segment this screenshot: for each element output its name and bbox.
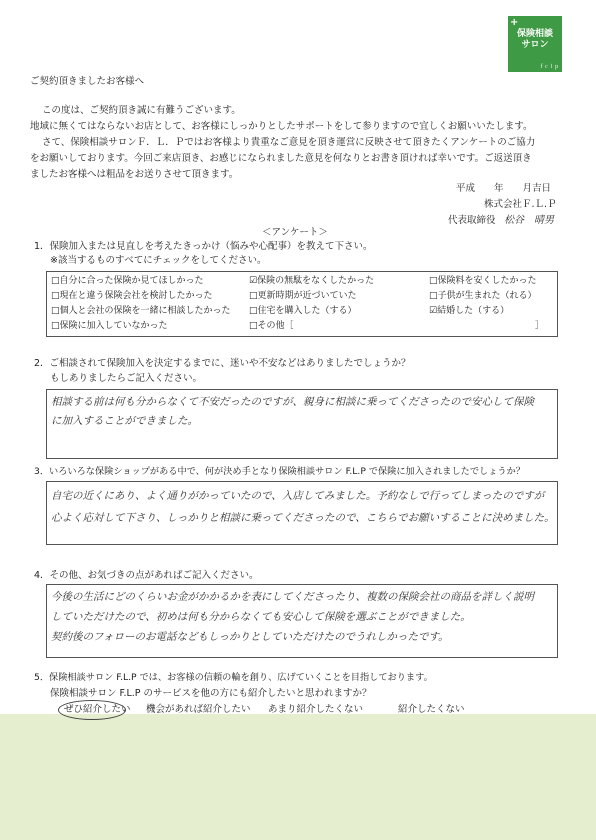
intro-line-3: さて、保険相談サロンＦ．Ｌ．Ｐではお客様より貴重なご意見を頂き運営に反映させて頂きたくアンケートのご協力: [42, 137, 536, 148]
q3-answer-line: 心よく応対して下さり、しっかりと相談に乗ってくださったので、こちらでお願いすることに決めました。: [51, 512, 555, 524]
intro-line-1: この度は、ご契約頂き誠に有難うございます。: [42, 105, 241, 116]
q1-option[interactable]: □現在と違う保険会社を検討したかった: [51, 291, 213, 301]
q1-option[interactable]: ☑保険の無駄をなくしたかった: [249, 276, 375, 286]
q1-option[interactable]: □保険料を安くしたかった: [429, 276, 537, 286]
intro-line-2: 地域に無くてはならないお店として、お客様にしっかりとしたサポートをして参りますので宜しくお願いいたします。: [30, 121, 533, 132]
q1-option[interactable]: □子供が生まれた（れる）: [429, 291, 537, 301]
q1-option[interactable]: □更新時期が近づいていた: [249, 291, 357, 301]
q5-option[interactable]: 紹介したくない: [398, 704, 465, 715]
q5-option[interactable]: ぜひ紹介したい: [64, 704, 131, 715]
q3-text: 3．いろいろな保険ショップがある中で、何が決め手となり保険相談サロン F.L.P で保険に加入されましたでしょうか？: [34, 466, 525, 477]
q2-answer-line: に加入することができました。: [51, 415, 198, 427]
logo-line-1: 保険相談: [516, 29, 553, 39]
q1-option-other[interactable]: □その他［: [249, 321, 294, 331]
q5-option[interactable]: あまり紹介したくない: [268, 704, 364, 715]
q1-option[interactable]: □住宅を購入した（する）: [249, 306, 357, 316]
survey-title: ＜アンケート＞: [262, 227, 328, 238]
intro-line-4: をお願いしております。今回ご来店頂き、お感じになられました意見を何なりとお書き頂ければ幸いです。ご返送頂き: [30, 153, 532, 164]
q1-options-box: [46, 271, 558, 337]
q1-option[interactable]: ☑結婚した（する）: [429, 306, 510, 316]
intro-line-5: ましたお客様へは粗品をお送りさせて頂きます。: [30, 169, 239, 180]
q5-sub: 保険相談サロン F.L.P のサービスを他の方にも紹介したいと思われますか？: [50, 688, 372, 699]
q4-answer-box[interactable]: [46, 584, 558, 658]
logo-sub: ｆｃｌｐ: [538, 64, 559, 70]
q2-answer-line: 相談する前は何も分からなくて不安だったのですが、親身に相談に乗ってくださったので安心して保険: [51, 396, 534, 408]
rep-label: 代表取締役: [448, 215, 496, 226]
q1-option[interactable]: □個人と会社の保険を一緒に相談したかった: [51, 306, 231, 316]
date-line: 平成 年 月吉日: [456, 183, 552, 194]
footer-band: [0, 714, 596, 840]
q3-answer-box[interactable]: [46, 481, 558, 545]
rep-name: 松谷 晴男: [504, 215, 554, 226]
q4-text: 4．その他、お気づきの点があればご記入ください。: [34, 570, 259, 581]
company-name: 株式会社Ｆ.Ｌ.Ｐ: [484, 199, 557, 210]
q1-text: 1．保険加入または見直しを考えたきっかけ（悩みや心配事）を教えて下さい。: [34, 241, 373, 252]
q4-answer-line: 契約後のフォローのお電話などもしっかりとしていただけたのでうれしかったです。: [51, 631, 449, 643]
q4-answer-line: していただけたので、初めは何も分からなくても安心して保険を選ぶことができました。: [51, 611, 471, 623]
logo-line-2: サロン: [521, 40, 549, 50]
q5-text: 5．保険相談サロン F.L.P では、お客様の信頼の輪を創り、広げていくことを目指しております。: [34, 672, 433, 683]
q2-text: 2．ご相談されて保険加入を決定するまでに、迷いや不安などはありましたでしょうか？: [34, 358, 411, 369]
q1-option-other-close: ］: [535, 321, 545, 331]
q1-note: ※該当するものすべてにチェックをしてください。: [50, 255, 267, 266]
q1-option[interactable]: □保険に加入していなかった: [51, 321, 168, 331]
q1-option[interactable]: □自分に合った保険か見てほしかった: [51, 276, 204, 286]
q3-answer-line: 自宅の近くにあり、よく通りがかっていたので、入店してみました。予約なしで行ってしまったのですが: [51, 490, 545, 502]
q2-sub: もしありましたらご記入ください。: [50, 373, 203, 384]
q2-answer-box[interactable]: [46, 389, 558, 459]
q5-option[interactable]: 機会があれば紹介したい: [146, 704, 251, 715]
q4-answer-line: 今後の生活にどのくらいお金がかかるかを表にしてくださったり、複数の保険会社の商品を詳しく説明: [51, 591, 534, 603]
plus-icon: +: [510, 17, 519, 28]
greeting: ご契約頂きましたお客様へ: [30, 76, 145, 87]
brand-logo: [508, 16, 562, 72]
